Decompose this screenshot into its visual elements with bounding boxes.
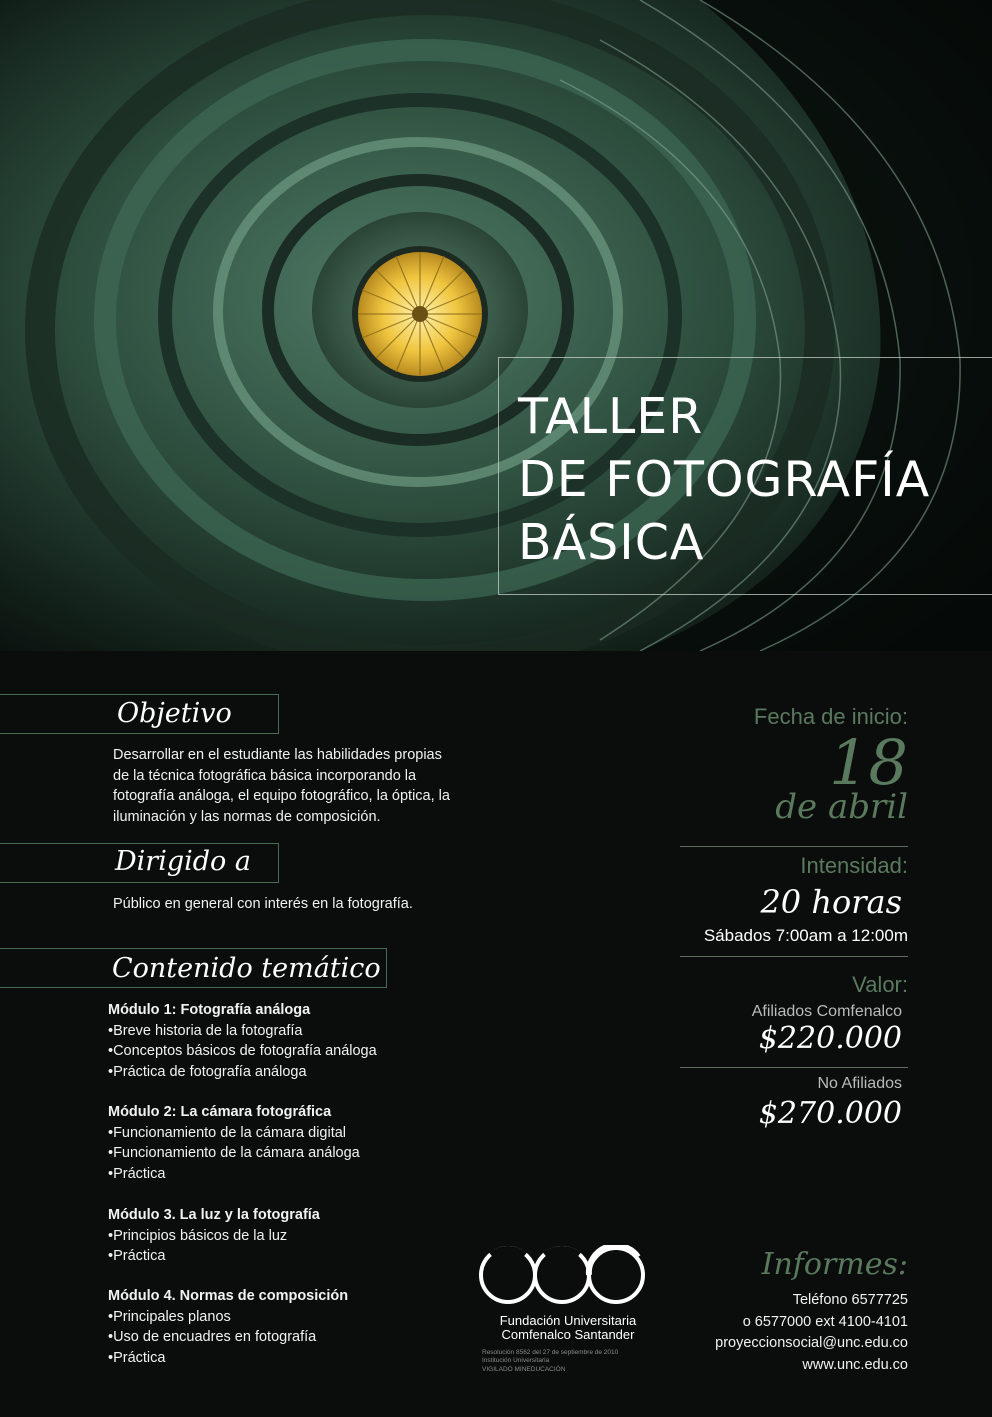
- module-3: [108, 1205, 488, 1267]
- phone-ext-text: o 6577000 ext 4100-4101: [742, 1313, 908, 1330]
- objetivo-line: Desarrollar en el estudiante las habilidades propias: [113, 747, 442, 763]
- fecha-month: de abril: [775, 787, 908, 827]
- intensidad-schedule: Sábados 7:00am a 12:00m: [703, 926, 908, 945]
- contenido-heading: Contenido temático: [112, 953, 381, 984]
- module-2: [108, 1102, 488, 1184]
- divider: [680, 1067, 908, 1068]
- afiliados-label: Afiliados Comfenalco: [751, 1003, 902, 1020]
- module-item: •Uso de encuadres en fotografía: [108, 1329, 317, 1345]
- title-line-1: TALLER: [518, 388, 704, 445]
- logo-name-line-1: Fundación Universitaria: [499, 1313, 637, 1328]
- dirigido-heading: Dirigido a: [115, 846, 251, 877]
- objetivo-heading: Objetivo: [117, 698, 232, 729]
- phone-text: Teléfono 6577725: [792, 1292, 908, 1308]
- logo-name-line-2: Comfenalco Santander: [501, 1327, 635, 1342]
- module-title: Módulo 4. Normas de composición: [108, 1288, 349, 1304]
- intensidad-heading: Intensidad:: [800, 853, 908, 878]
- module-item: •Práctica: [108, 1349, 166, 1366]
- divider: [680, 846, 908, 847]
- module-item: •Práctica: [108, 1248, 166, 1264]
- module-title: Módulo 3. La luz y la fotografía: [108, 1207, 320, 1223]
- fecha-heading: Fecha de inicio:: [753, 704, 908, 729]
- logo-small-line-2: Institución Universitaria: [482, 1357, 550, 1364]
- informes-contact: [715, 1290, 908, 1376]
- website-link[interactable]: www.unc.edu.co: [802, 1356, 908, 1373]
- afiliados-price: $220.000: [758, 1021, 902, 1056]
- title-line-2: DE FOTOGRAFÍA: [518, 451, 931, 508]
- objetivo-text: [113, 745, 513, 827]
- hero-photo: [0, 0, 992, 651]
- module-1: [108, 1000, 488, 1082]
- title-line-3: BÁSICA: [518, 514, 705, 571]
- module-item: •Práctica de fotografía análoga: [108, 1063, 307, 1080]
- logo-small-line-3: VIGILADO MINEDUCACIÓN: [482, 1366, 566, 1373]
- module-item: •Breve historia de la fotografía: [108, 1022, 303, 1039]
- fecha-day: 18: [829, 726, 908, 799]
- module-title: Módulo 2: La cámara fotográfica: [108, 1104, 332, 1120]
- objetivo-line: fotografía análoga, el equipo fotográfico, la óptica, la: [113, 788, 450, 804]
- module-item: •Práctica: [108, 1165, 166, 1182]
- no-afiliados-price: $270.000: [758, 1096, 902, 1131]
- module-item: •Funcionamiento de la cámara análoga: [108, 1145, 360, 1161]
- valor-heading: Valor:: [852, 972, 908, 997]
- module-item: •Principios básicos de la luz: [108, 1227, 288, 1244]
- module-title: Módulo 1: Fotografía análoga: [108, 1002, 311, 1018]
- no-afiliados-label: No Afiliados: [817, 1075, 902, 1092]
- intensidad-hours: 20 horas: [760, 883, 902, 921]
- email-link[interactable]: proyeccionsocial@unc.edu.co: [715, 1335, 908, 1351]
- dirigido-text: Público en general con interés en la fotografía.: [113, 896, 413, 912]
- module-item: •Funcionamiento de la cámara digital: [108, 1124, 347, 1141]
- objetivo-line: de la técnica fotográfica básica incorporando la: [113, 767, 417, 784]
- module-item: •Principales planos: [108, 1308, 231, 1325]
- objetivo-line: iluminación y las normas de composición.: [113, 808, 381, 825]
- divider: [680, 956, 908, 957]
- logo-small-line-1: Resolución 8562 del 27 de septiembre de 2010: [482, 1349, 619, 1356]
- informes-heading: Informes:: [761, 1247, 908, 1282]
- module-4: [108, 1286, 488, 1368]
- module-item: •Conceptos básicos de fotografía análoga: [108, 1043, 377, 1059]
